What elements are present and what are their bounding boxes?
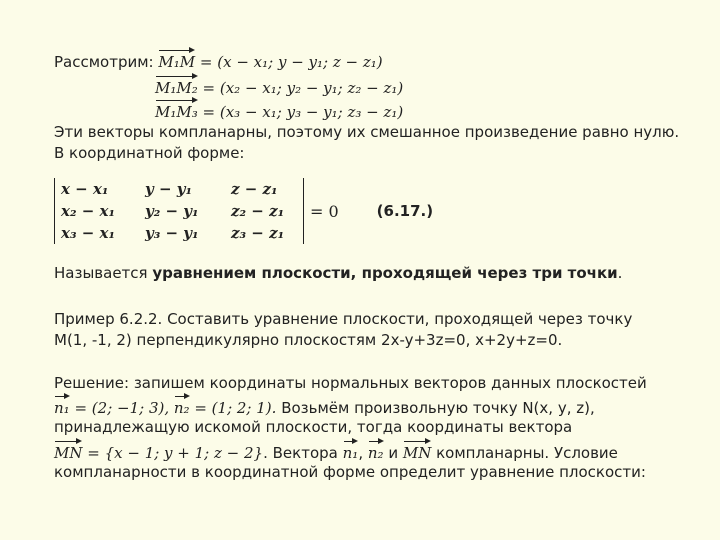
determinant-equals: = 0 [310,201,339,221]
coordinate-form-text: В координатной форме: [54,144,245,162]
example-line-2: M(1, -1, 2) перпендикулярно плоскостям 2x-y+3z=0, x+2y+z=0. [54,331,563,349]
vector-m1m-expr: = (x − x₁; y − y₁; z − z₁) [199,53,383,71]
vector-n1-ref: n₁ [343,440,359,463]
equation-number: (6.17.) [376,202,434,220]
vector-n2-expr: = (1; 2; 1). [189,399,282,417]
solution-line-3: принадлежащую искомой плоскости, тогда координаты вектора [54,418,573,436]
vector-m1m [158,53,382,71]
vector-m1m2-name: M₁M₂ [155,75,198,98]
coplanar-text: Эти векторы компланарны, поэтому их смешанное произведение равно нулю. [54,123,680,141]
determinant-right-bar [303,178,304,244]
solution-line-5: компланарности в координатной форме определит уравнение плоскости: [54,463,646,481]
det-cell: y₃ − y₁ [145,224,199,242]
solution-line-2 [54,395,595,418]
det-cell: y₂ − y₁ [145,202,199,220]
intro-line-3 [155,99,403,122]
det-cell: x₃ − x₁ [61,224,116,242]
called-bold: уравнением плоскости, проходящей через три точки [152,264,618,282]
vector-n1-expr: = (2; −1; 3), [69,399,174,417]
intro-line-1 [54,49,383,72]
solution-line-1: Решение: запишем координаты нормальных векторов данных плоскостей [54,374,647,392]
solution-line-4-end: компланарны. Условие [431,444,618,462]
and-word: и [383,444,403,462]
vector-m1m3-name: M₁M₃ [155,99,198,122]
det-cell: y − y₁ [145,180,193,198]
solution-line-4-mid: . Вектора [263,444,343,462]
determinant [54,178,433,244]
comma: , [358,444,368,462]
called-suffix: . [617,264,623,282]
vector-mn-expr: = {x − 1; y + 1; z − 2} [82,444,264,462]
solution-line-2-text: Возьмём произвольную точку N(x, y, z), [281,399,595,417]
det-cell: z − z₁ [231,180,278,198]
det-cell: z₂ − z₁ [231,202,285,220]
vector-n2-ref: n₂ [368,440,384,463]
called-prefix: Называется [54,264,153,282]
intro-line-2 [155,75,403,98]
vector-n1: n₁ [54,395,70,418]
vector-n2: n₂ [174,395,190,418]
vector-mn: MN [54,440,82,463]
called-text [54,263,622,283]
vector-m1m-name: M₁M [158,49,195,72]
vector-m1m2-expr: = (x₂ − x₁; y₂ − y₁; z₂ − z₁) [202,79,404,97]
det-cell: x₂ − x₁ [61,202,116,220]
vector-m1m3-expr: = (x₃ − x₁; y₃ − y₁; z₃ − z₁) [202,103,404,121]
det-cell: x − x₁ [61,180,109,198]
vector-mn-ref: MN [403,440,431,463]
example-line-1: Пример 6.2.2. Составить уравнение плоскости, проходящей через точку [54,310,633,328]
determinant-grid [55,179,303,243]
intro-label: Рассмотрим: [54,53,154,71]
solution-line-4 [54,440,618,463]
det-cell: z₃ − z₁ [231,224,285,242]
